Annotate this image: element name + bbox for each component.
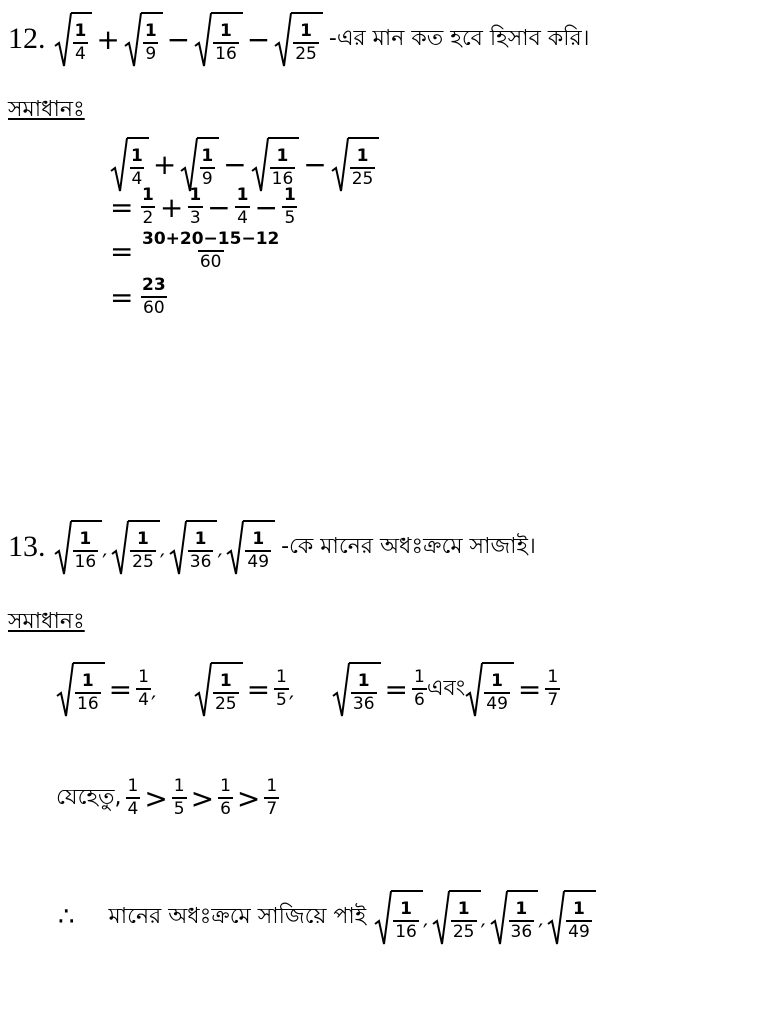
square-root (374, 888, 423, 946)
radical-sign (54, 518, 72, 576)
radicand (211, 662, 243, 718)
equals-sign: = (384, 672, 408, 706)
radical-sign (110, 135, 128, 193)
fraction (187, 187, 203, 227)
fraction (188, 528, 214, 572)
fraction-numerator: 1 (276, 667, 287, 687)
fraction-numerator: 1 (283, 185, 296, 205)
fraction-denominator: 60 (199, 252, 222, 272)
fraction-denominator: 25 (132, 551, 154, 572)
q12-solution-heading: সমাধানঃ (8, 97, 85, 122)
fraction-denominator: 16 (395, 921, 417, 942)
fraction (73, 20, 89, 64)
radical-sign (226, 518, 244, 576)
fraction-denominator: 6 (220, 799, 231, 819)
radicand (291, 12, 323, 68)
fraction-denominator: 25 (214, 693, 237, 714)
radical-sign (374, 888, 392, 946)
radical-sign (332, 660, 350, 718)
square-root (56, 660, 105, 718)
fraction-denominator: 5 (173, 799, 185, 819)
fraction-numerator: 1 (547, 667, 559, 687)
q12-step3 (110, 277, 379, 317)
square-root (169, 518, 218, 576)
fraction-numerator: 1 (491, 670, 503, 691)
fraction (213, 670, 239, 714)
comma: ′ (422, 921, 428, 946)
fraction (199, 145, 215, 189)
q12-number: 12. (8, 22, 46, 55)
fraction-denominator: 25 (452, 921, 475, 942)
q12-step1 (110, 187, 379, 227)
fraction (484, 670, 510, 714)
fraction (274, 669, 289, 709)
fraction-numerator: 1 (266, 776, 278, 796)
fraction (282, 187, 298, 227)
fraction-denominator: 7 (547, 690, 559, 710)
fraction-numerator: 1 (236, 185, 249, 205)
equals-sign: = (110, 234, 134, 268)
radicand (449, 890, 481, 946)
fraction (75, 670, 101, 714)
fraction-denominator: 49 (247, 551, 270, 572)
operator: − (166, 22, 191, 56)
comma: ′ (217, 551, 223, 576)
fraction (140, 187, 156, 227)
radical-sign (54, 10, 72, 68)
fraction (451, 898, 477, 942)
fraction (130, 528, 156, 572)
fraction (351, 670, 377, 714)
radicand (391, 890, 423, 946)
conclusion-text: মানের অধঃক্রমে সাজিয়ে পাই (108, 903, 367, 929)
fraction-numerator: 1 (173, 776, 185, 796)
fraction-numerator: 1 (194, 528, 207, 549)
square-root (465, 660, 514, 718)
fraction (545, 669, 560, 709)
fraction-numerator: 1 (357, 670, 370, 691)
fraction (293, 20, 319, 64)
equals-sign: = (110, 280, 134, 314)
fraction-numerator: 1 (81, 670, 94, 691)
fraction-denominator: 16 (77, 693, 99, 714)
operator: + (96, 22, 120, 56)
fraction-numerator: 1 (142, 185, 154, 205)
radicand (141, 12, 163, 68)
radicand (243, 520, 275, 576)
fraction-numerator: 1 (144, 20, 157, 41)
square-root (54, 10, 93, 68)
fraction-denominator: 60 (143, 298, 165, 318)
fraction-numerator: 1 (413, 667, 425, 687)
square-root (490, 888, 539, 946)
fraction-numerator: 1 (300, 20, 312, 41)
fraction-denominator: 3 (189, 208, 201, 228)
fraction-denominator: 5 (276, 690, 287, 710)
radical-sign (169, 518, 187, 576)
radical-sign (490, 888, 508, 946)
radical-sign (124, 10, 142, 68)
fraction-denominator: 36 (352, 693, 375, 714)
q13-comparison (56, 778, 279, 818)
q12-step2-fraction (140, 231, 281, 271)
fraction-denominator: 7 (266, 799, 278, 819)
q13-question (8, 518, 536, 576)
fraction (73, 528, 99, 572)
fraction-numerator: 1 (219, 670, 232, 691)
square-root (194, 660, 243, 718)
comma: ′ (538, 921, 544, 946)
fraction-numerator: 1 (220, 20, 232, 41)
fraction-numerator: 23 (142, 275, 166, 295)
fraction-denominator: 4 (237, 208, 248, 228)
equals-sign: = (246, 672, 271, 706)
q13-roots (54, 518, 276, 576)
radicand (186, 520, 218, 576)
q13-simplified (56, 660, 560, 718)
fraction-numerator: 1 (201, 145, 214, 166)
radicand (128, 520, 160, 576)
fraction-numerator: 1 (74, 20, 87, 41)
square-root (274, 10, 323, 68)
q12-step3-fraction (140, 277, 168, 317)
fraction (393, 898, 419, 942)
square-root (226, 518, 275, 576)
radical-sign (547, 888, 565, 946)
fraction-denominator: 49 (486, 693, 508, 714)
comma: ′ (102, 551, 108, 576)
fraction-numerator: 1 (252, 528, 265, 549)
operator: − (207, 190, 231, 224)
radicand (211, 12, 243, 68)
fraction (350, 145, 376, 189)
equals-sign: = (108, 672, 133, 706)
square-root (124, 10, 163, 68)
radicand (71, 12, 93, 68)
fraction-numerator: 1 (127, 776, 139, 796)
square-root (111, 518, 160, 576)
square-root (54, 518, 103, 576)
fraction-denominator: 2 (142, 208, 154, 228)
fraction-denominator: 9 (201, 168, 213, 189)
q12-step1-terms (140, 187, 298, 227)
fraction (270, 145, 296, 189)
fraction-numerator: 1 (137, 528, 149, 549)
radical-sign (432, 888, 450, 946)
fraction (172, 778, 187, 818)
operator: − (254, 190, 278, 224)
radicand (564, 890, 596, 946)
q13-order (374, 888, 596, 946)
q13-compare-chain (126, 778, 280, 818)
q12-question (8, 10, 590, 68)
fraction-numerator: 30+20−15−12 (142, 229, 280, 249)
fraction (509, 898, 535, 942)
fraction-denominator: 36 (510, 921, 533, 942)
fraction-denominator: 4 (75, 43, 86, 64)
radicand (507, 890, 539, 946)
fraction-denominator: 4 (138, 690, 149, 710)
fraction-numerator: 1 (515, 898, 528, 919)
q12-expression (54, 10, 323, 68)
square-root (547, 888, 596, 946)
fraction-denominator: 6 (413, 690, 425, 710)
radical-sign (331, 135, 349, 193)
radicand (73, 662, 105, 718)
q13-question-text: -কে মানের অধঃক্রমে সাজাই। (281, 533, 536, 559)
radicand (482, 662, 514, 718)
and-word: এবং (426, 675, 466, 701)
radicand (349, 662, 381, 718)
fraction-numerator: 1 (400, 898, 412, 919)
q13-solution-heading: সমাধানঃ (8, 609, 85, 634)
fraction-numerator: 1 (573, 898, 585, 919)
fraction (218, 778, 233, 818)
radical-sign (111, 518, 129, 576)
greater-than-sign: > (190, 781, 215, 815)
fraction-denominator: 16 (271, 168, 294, 189)
fraction-numerator: 1 (131, 145, 143, 166)
fraction-denominator: 4 (131, 168, 143, 189)
q12-step2 (110, 231, 379, 271)
fraction-denominator: 5 (284, 208, 296, 228)
radicand (348, 137, 380, 193)
square-root (331, 135, 380, 193)
fraction-denominator: 25 (295, 43, 317, 64)
fraction (245, 528, 271, 572)
fraction-numerator: 1 (356, 145, 369, 166)
fraction-denominator: 49 (568, 921, 590, 942)
greater-than-sign: > (144, 781, 168, 815)
q13-number: 13. (8, 530, 46, 563)
fraction-denominator: 25 (351, 168, 374, 189)
fraction (129, 145, 145, 189)
q12-solution (110, 135, 379, 317)
fraction-numerator: 1 (457, 898, 470, 919)
fraction-numerator: 1 (276, 145, 289, 166)
operator: + (159, 190, 184, 224)
radical-sign (56, 660, 74, 718)
since-label: যেহেতু, (56, 784, 122, 810)
fraction-numerator: 1 (189, 185, 202, 205)
fraction (213, 20, 239, 64)
radical-sign (194, 660, 212, 718)
fraction (412, 669, 427, 709)
equals-sign: = (110, 190, 134, 224)
fraction (126, 778, 141, 818)
square-root (194, 10, 243, 68)
fraction-denominator: 16 (215, 43, 237, 64)
fraction-denominator: 36 (189, 551, 212, 572)
comma: ′ (480, 921, 486, 946)
square-root (332, 660, 381, 718)
fraction (264, 778, 279, 818)
fraction-denominator: 4 (127, 799, 139, 819)
fraction-numerator: 1 (79, 528, 92, 549)
radical-sign (465, 660, 483, 718)
therefore-symbol: ∴ (58, 902, 75, 932)
operator: − (246, 22, 271, 56)
radical-sign (194, 10, 212, 68)
fraction-numerator: 1 (138, 667, 149, 687)
equals-sign: = (517, 672, 542, 706)
comma: ′ (150, 693, 156, 718)
fraction (235, 187, 251, 227)
operator: + (152, 147, 177, 181)
comma: ′ (288, 693, 294, 718)
fraction (143, 20, 159, 64)
radical-sign (274, 10, 292, 68)
square-root (432, 888, 481, 946)
radical-sign (251, 135, 269, 193)
radicand (71, 520, 103, 576)
fraction-numerator: 1 (220, 776, 231, 796)
greater-than-sign: > (236, 781, 261, 815)
fraction (136, 669, 151, 709)
q12-question-text: -এর মান কত হবে হিসাব করি। (328, 25, 590, 51)
fraction (566, 898, 592, 942)
q13-conclusion (58, 888, 596, 946)
operator: − (223, 147, 247, 181)
fraction-denominator: 9 (145, 43, 157, 64)
fraction-denominator: 16 (74, 551, 97, 572)
operator: − (303, 147, 327, 181)
comma: ′ (159, 551, 165, 576)
